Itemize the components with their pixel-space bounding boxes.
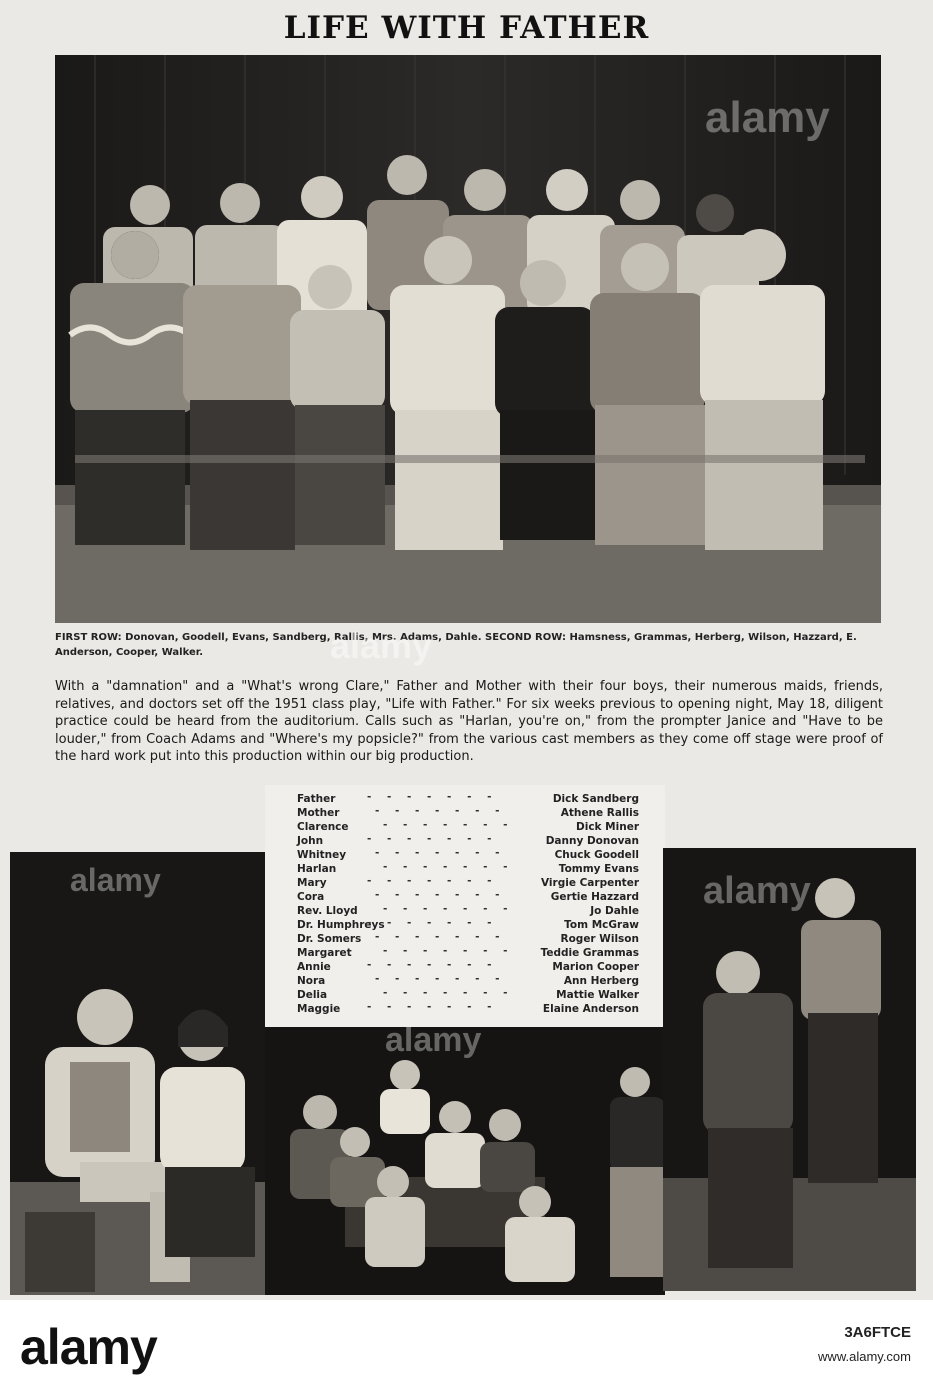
cast-group-photo — [55, 55, 881, 623]
watermark-logo: alamy — [705, 93, 830, 142]
watermark-logo: alamy — [70, 862, 161, 898]
cast-actor: Chuck Goodell — [554, 849, 639, 861]
cast-role: Cora — [297, 891, 325, 903]
cast-leader-dots: - - - - - - - — [383, 945, 514, 957]
cast-actor: Teddie Grammas — [540, 947, 639, 959]
cast-actor: Virgie Carpenter — [540, 877, 639, 889]
watermark-logo: alamy — [385, 1027, 482, 1059]
photo-caption: FIRST ROW: Donovan, Goodell, Evans, Sandberg, Rallis, Mrs. Adams, Dahle. SECOND ROW: Hamsness, Grammas, Herberg, Wilson, Hazzard, E. Anderson, Cooper, Walker. — [55, 632, 857, 658]
cast-leader-dots: - - - - - - - — [367, 833, 498, 845]
cast-role: Clarence — [297, 821, 349, 833]
cast-role: Annie — [297, 961, 331, 973]
cast-leader-dots: - - - - - - - — [375, 931, 506, 943]
cast-leader-dots: - - - - - - - — [375, 889, 506, 901]
couple-photo-drawing — [10, 852, 265, 1295]
cast-actor: Jo Dahle — [590, 905, 639, 917]
page-title: LIFE WITH FATHER — [283, 10, 650, 46]
stock-footer — [0, 1300, 933, 1390]
cast-actor: Danny Donovan — [545, 835, 639, 847]
cast-leader-dots: - - - - - - - — [383, 903, 514, 915]
cast-actor: Mattie Walker — [556, 989, 639, 1001]
cast-role: Delia — [297, 989, 328, 1001]
cast-role: John — [297, 835, 324, 847]
cast-leader-dots: - - - - - - - — [383, 819, 514, 831]
cast-role: Harlan — [297, 863, 337, 875]
cast-leader-dots: - - - - - - - — [375, 973, 506, 985]
cast-actor: Elaine Anderson — [542, 1003, 639, 1015]
watermark-logo: alamy — [703, 870, 811, 912]
cast-role: Nora — [297, 975, 326, 987]
cast-role: Maggie — [297, 1003, 341, 1015]
cast-leader-dots: - - - - - - - — [367, 875, 498, 887]
table-scene-photo — [265, 1027, 665, 1295]
cast-leader-dots: - - - - - - - — [383, 987, 514, 999]
cast-role: Father — [297, 793, 336, 805]
cast-role: Dr. Humphreys — [297, 919, 385, 931]
cast-actor: Dick Miner — [576, 821, 639, 833]
cast-actor: Marion Cooper — [552, 961, 639, 973]
cast-role: Margaret — [297, 947, 352, 959]
stock-info — [818, 1324, 911, 1364]
cast-leader-dots: - - - - - - - — [383, 861, 514, 873]
cast-leader-dots: - - - - - - - — [367, 1001, 498, 1013]
father-scene-photo — [663, 848, 916, 1291]
cast-actor: Ann Herberg — [563, 975, 639, 987]
couple-photo — [10, 852, 265, 1295]
father-scene-photo-drawing — [663, 848, 916, 1291]
cast-actor: Tommy Evans — [558, 863, 639, 875]
cast-leader-dots: - - - - - - - — [375, 847, 506, 859]
cast-actor: Roger Wilson — [560, 933, 639, 945]
cast-role: Mother — [297, 807, 340, 819]
cast-row — [297, 1003, 639, 1017]
image-id: 3A6FTCE — [844, 1324, 911, 1341]
cast-actor: Athene Rallis — [560, 807, 639, 819]
cast-role: Rev. Lloyd — [297, 905, 358, 917]
watermark-logo: alamy — [330, 625, 433, 666]
cast-list — [265, 785, 665, 1027]
cast-role: Dr. Somers — [297, 933, 362, 945]
cast-leader-dots: - - - - - - - — [367, 791, 498, 803]
cast-leader-dots: - - - - - - - — [367, 917, 498, 929]
cast-actor: Tom McGraw — [564, 919, 639, 931]
cast-leader-dots: - - - - - - - — [367, 959, 498, 971]
article-body: With a "damnation" and a "What's wrong Clare," Father and Mother with their four boys, their numerous maids, friends, relatives, and doctors set off the 1951 class play, "Life with Father." For six weeks previous to opening night, May 18, diligent practice could be heard from the auditorium. Calls such as "Harlan, you're on," from the prompter Janice and "Have to be louder," from Coach Adams and "Where's my popsicle?" from the various cast members as they come off stage were proof of the hard work put into this production within our big production. — [55, 679, 883, 764]
cast-role: Mary — [297, 877, 327, 889]
cast-actor: Gertie Hazzard — [550, 891, 639, 903]
stock-logo: alamy — [20, 1319, 157, 1375]
stock-url[interactable]: www.alamy.com — [818, 1349, 911, 1364]
cast-actor: Dick Sandberg — [552, 793, 639, 805]
table-scene-photo-drawing — [265, 1027, 665, 1295]
cast-role: Whitney — [297, 849, 347, 861]
cast-leader-dots: - - - - - - - — [375, 805, 506, 817]
